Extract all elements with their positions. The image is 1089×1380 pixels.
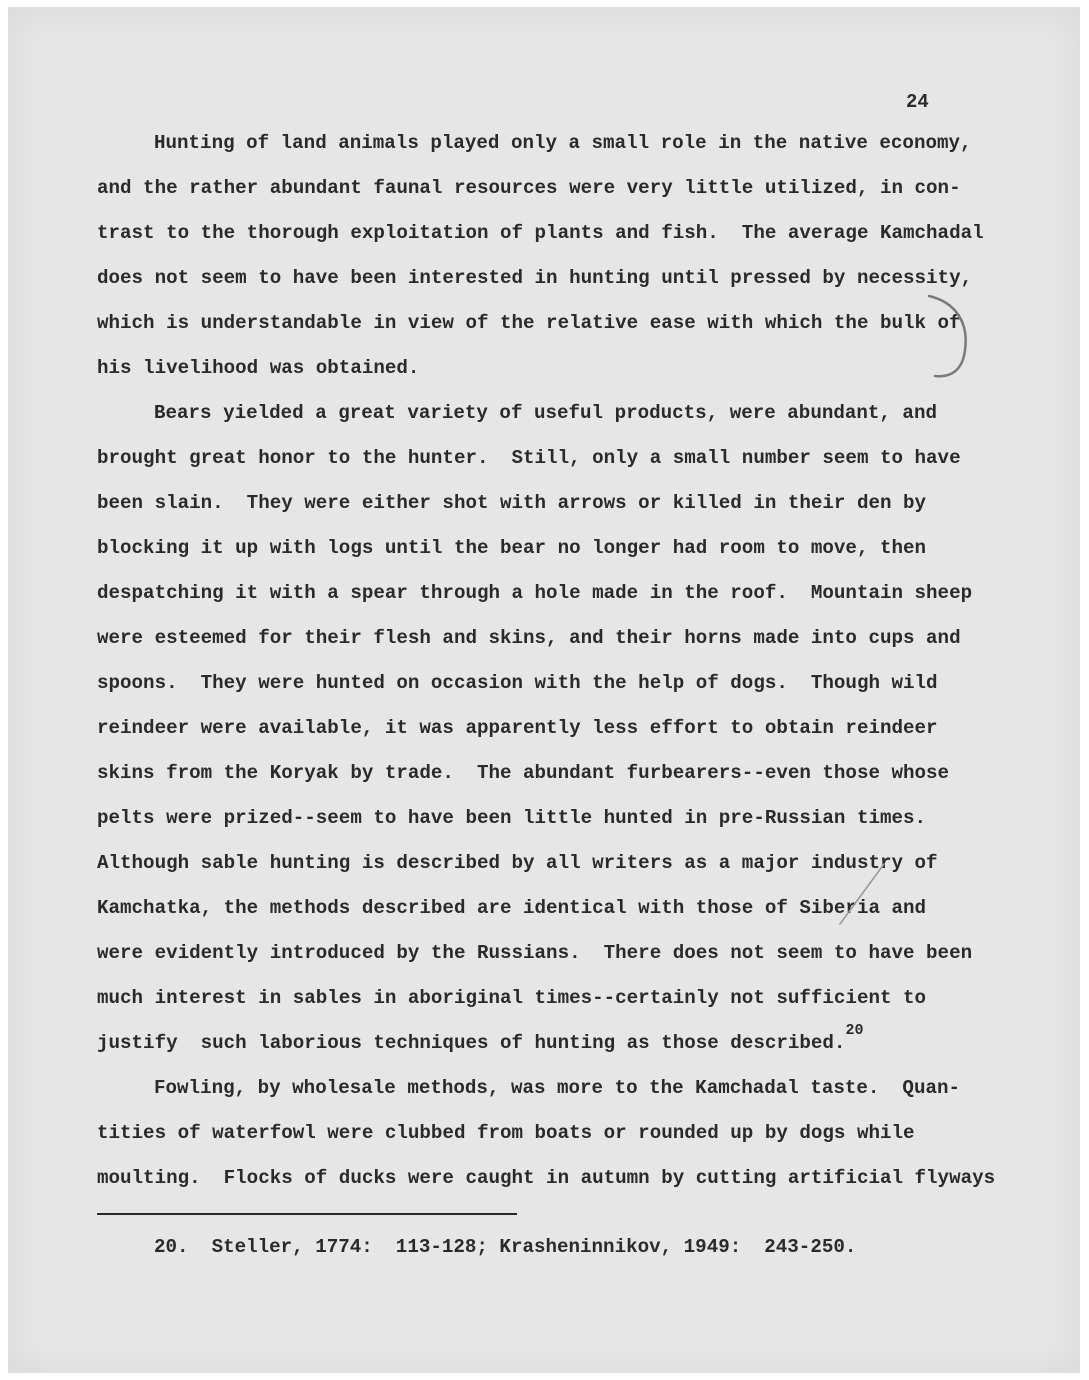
text-line: been slain. They were either shot with arrows or killed in their den by [97, 492, 927, 514]
text-line: tities of waterfowl were clubbed from boats or rounded up by dogs while [97, 1122, 915, 1144]
text-line: Bears yielded a great variety of useful products, were abundant, and [154, 402, 937, 424]
text-line-with-footnote [97, 1022, 864, 1057]
text-line: Hunting of land animals played only a small role in the native economy, [154, 132, 972, 154]
page-number: 24 [906, 91, 929, 113]
handwritten-bracket-mark [925, 292, 973, 384]
text-line: does not seem to have been interested in hunting until pressed by necessity, [97, 267, 973, 289]
handwritten-slash-mark [830, 860, 890, 930]
text-line: Although sable hunting is described by all writers as a major industry of [97, 852, 938, 874]
text-line: skins from the Koryak by trade. The abundant furbearers--even those whose [97, 762, 950, 784]
text-line: his livelihood was obtained. [97, 357, 420, 379]
text-line: brought great honor to the hunter. Still, only a small number seem to have [97, 447, 961, 469]
footnote-text: 20. Steller, 1774: 113-128; Krasheninnikov, 1949: 243-250. [154, 1236, 857, 1258]
text-line: despatching it with a spear through a hole made in the roof. Mountain sheep [97, 582, 973, 604]
text-line: much interest in sables in aboriginal times--certainly not sufficient to [97, 987, 927, 1009]
text-line: Fowling, by wholesale methods, was more to the Kamchadal taste. Quan- [154, 1077, 961, 1099]
text-line: spoons. They were hunted on occasion with the help of dogs. Though wild [97, 672, 938, 694]
footnote-reference: 20 [845, 1022, 864, 1039]
text-line: were esteemed for their flesh and skins, and their horns made into cups and [97, 627, 961, 649]
text-line: Kamchatka, the methods described are identical with those of Siberia and [97, 897, 927, 919]
text-line: pelts were prized--seem to have been little hunted in pre-Russian times. [97, 807, 927, 829]
text-line: trast to the thorough exploitation of plants and fish. The average Kamchadal [97, 222, 984, 244]
text-line: were evidently introduced by the Russians. There does not seem to have been [97, 942, 973, 964]
text-line: moulting. Flocks of ducks were caught in autumn by cutting artificial flyways [97, 1167, 996, 1189]
footnote-divider [97, 1213, 517, 1215]
text-line: which is understandable in view of the relative ease with which the bulk of [97, 312, 961, 334]
text-line: blocking it up with logs until the bear no longer had room to move, then [97, 537, 927, 559]
text-line: reindeer were available, it was apparently less effort to obtain reindeer [97, 717, 938, 739]
text-line: and the rather abundant faunal resources were very little utilized, in con- [97, 177, 961, 199]
text-line: justify such laborious techniques of hunting as those described. [97, 1032, 846, 1054]
